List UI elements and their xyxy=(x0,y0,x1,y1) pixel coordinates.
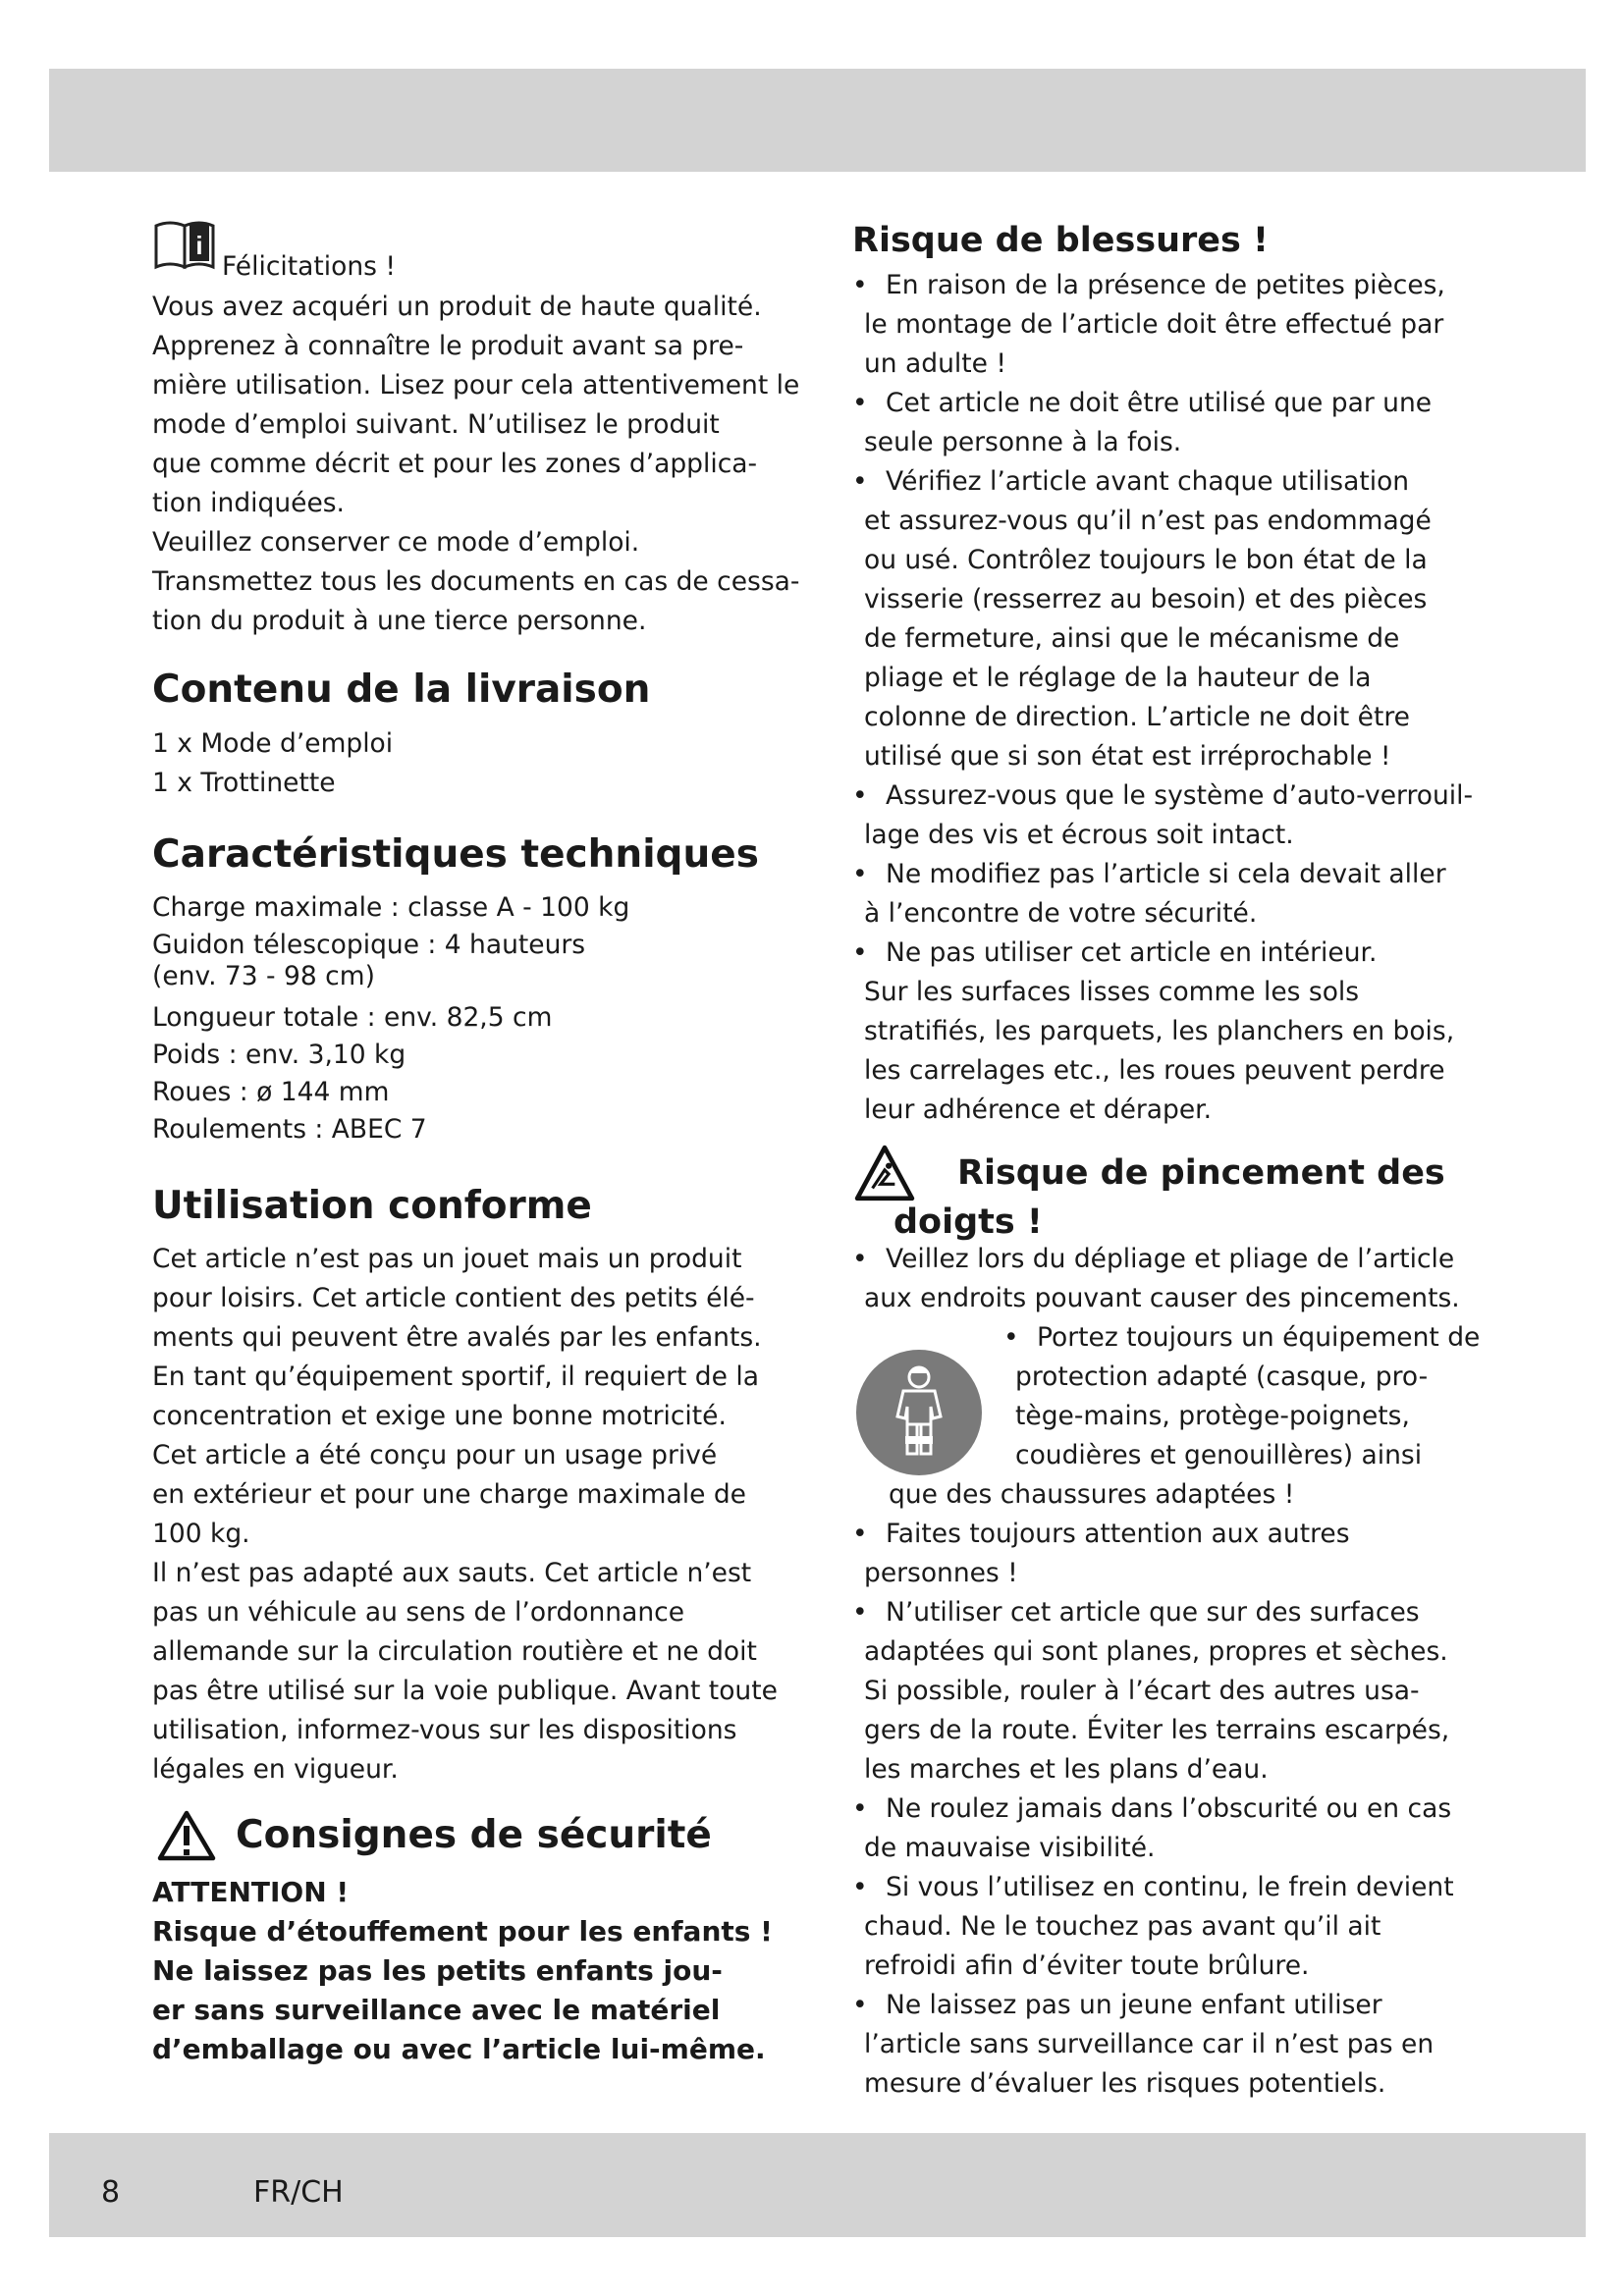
usage-heading: Utilisation conforme xyxy=(152,1184,592,1228)
attention-line: er sans surveillance avec le matériel xyxy=(152,1994,721,2026)
safety-heading: Consignes de sécurité xyxy=(236,1813,712,1857)
intro-line: que comme décrit et pour les zones d’applica- xyxy=(152,449,758,479)
usage-line: En tant qu’équipement sportif, il requiert de la xyxy=(152,1362,759,1392)
usage-line: allemande sur la circulation routière et ne doit xyxy=(152,1636,757,1667)
info-book-icon xyxy=(152,218,217,271)
pinch-warning-icon xyxy=(854,1144,915,1204)
usage-line: Il n’est pas adapté aux sauts. Cet article n’est xyxy=(152,1558,752,1588)
intro-line: Veuillez conserver ce mode d’emploi. xyxy=(152,527,640,558)
usage-line: pas être utilisé sur la voie publique. Avant toute xyxy=(152,1676,778,1706)
attention-line: ATTENTION ! xyxy=(152,1876,350,1908)
usage-line: pas un véhicule au sens de l’ordonnance xyxy=(152,1597,685,1628)
intro-label: Félicitations ! xyxy=(222,251,396,282)
attention-line: Ne laissez pas les petits enfants jou- xyxy=(152,1954,723,1987)
intro-line: mode d’emploi suivant. N’utilisez le produit xyxy=(152,409,720,440)
intro-line: Transmettez tous les documents en cas de cessa- xyxy=(152,566,800,597)
usage-line: concentration et exige une bonne motricité. xyxy=(152,1401,727,1431)
spec-line: Roulements : ABEC 7 xyxy=(152,1114,427,1145)
usage-line: en extérieur et pour une charge maximale de xyxy=(152,1479,746,1510)
injury-heading: Risque de blessures ! xyxy=(852,221,1269,260)
usage-line: Cet article a été conçu pour un usage privé xyxy=(152,1440,718,1470)
spec-line: Roues : ø 144 mm xyxy=(152,1077,390,1107)
spec-line: Poids : env. 3,10 kg xyxy=(152,1040,406,1070)
usage-line: utilisation, informez-vous sur les dispositions xyxy=(152,1715,737,1745)
usage-line: 100 kg. xyxy=(152,1519,250,1549)
usage-line: ments qui peuvent être avalés par les enfants. xyxy=(152,1322,762,1353)
spec-line: Guidon télescopique : 4 hauteurs xyxy=(152,930,586,960)
svg-text:i: i xyxy=(195,231,203,260)
intro-line: tion du produit à une tierce personne. xyxy=(152,606,647,636)
contents-heading: Contenu de la livraison xyxy=(152,667,651,712)
specs-heading: Caractéristiques techniques xyxy=(152,832,759,877)
protect-tail: que des chaussures adaptées ! xyxy=(889,1479,1295,1510)
attention-line: Risque d’étouffement pour les enfants ! xyxy=(152,1915,773,1948)
intro-line: mière utilisation. Lisez pour cela attentivement le xyxy=(152,370,800,400)
pinch-heading-line1: Risque de pincement des xyxy=(957,1153,1445,1193)
intro-line: tion indiquées. xyxy=(152,488,345,518)
pinch-heading-line2: doigts ! xyxy=(893,1202,1043,1242)
attention-line: d’emballage ou avec l’article lui-même. xyxy=(152,2033,766,2065)
usage-line: Cet article n’est pas un jouet mais un produit xyxy=(152,1244,742,1274)
warning-icon xyxy=(157,1809,216,1862)
page-number: 8 xyxy=(101,2175,121,2210)
usage-line: légales en vigueur. xyxy=(152,1754,399,1785)
usage-line: pour loisirs. Cet article contient des petits élé- xyxy=(152,1283,755,1313)
contents-item: 1 x Trottinette xyxy=(152,768,336,798)
specs-list xyxy=(152,889,629,1148)
contents-item: 1 x Mode d’emploi xyxy=(152,728,394,759)
spec-line: (env. 73 - 98 cm) xyxy=(152,961,375,991)
usage-paragraph xyxy=(152,1240,778,1789)
intro-line: Apprenez à connaître le produit avant sa pre- xyxy=(152,331,744,361)
language-code: FR/CH xyxy=(253,2175,344,2210)
protective-gear-icon xyxy=(854,1348,984,1477)
attention-block xyxy=(152,1873,773,2069)
intro-line: Vous avez acquéri un produit de haute qualité. xyxy=(152,292,762,322)
spec-line: Charge maximale : classe A - 100 kg xyxy=(152,892,630,923)
spec-line: Longueur totale : env. 82,5 cm xyxy=(152,1002,553,1033)
contents-list xyxy=(152,724,393,803)
intro-paragraph xyxy=(152,288,799,641)
header-band xyxy=(49,69,1586,172)
